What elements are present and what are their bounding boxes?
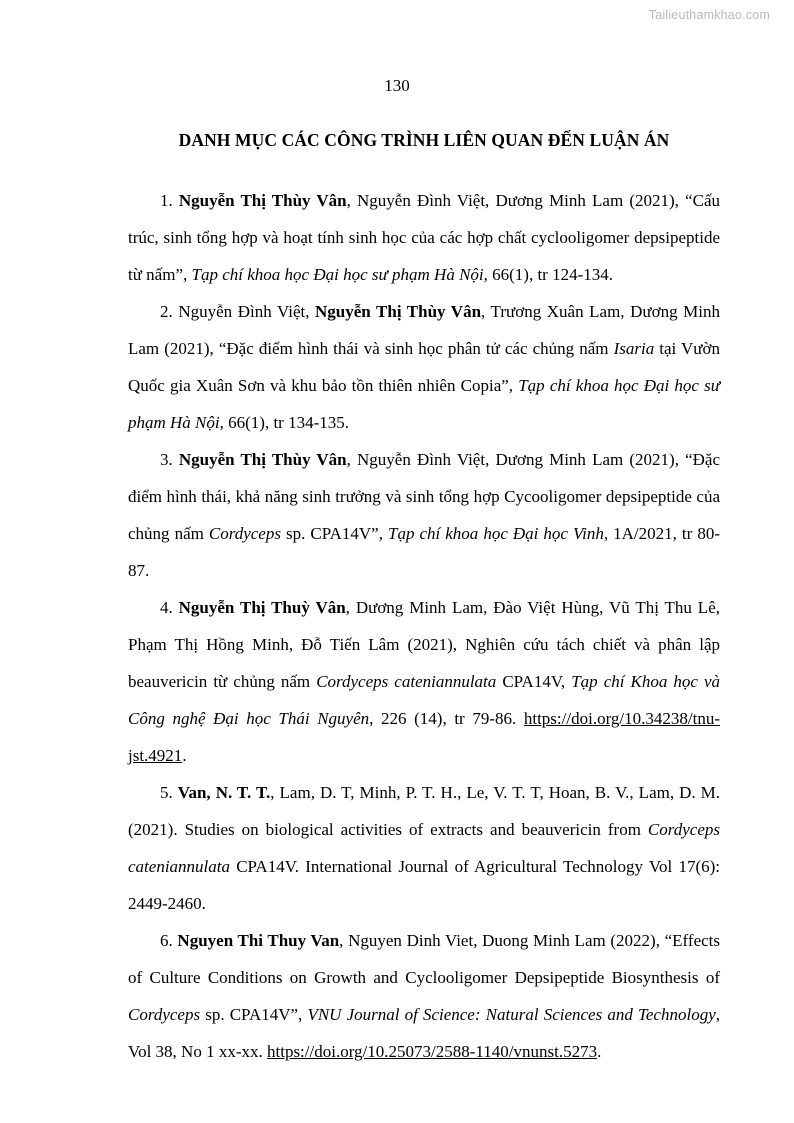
doi-link[interactable]: https://doi.org/10.34238/tnu-jst.4921 — [128, 709, 720, 765]
publication-entry — [128, 182, 720, 293]
publication-entry — [128, 922, 720, 1070]
entry-text: CPA14V, — [496, 672, 572, 691]
journal-title: Tạp chí Khoa học và Công nghệ Đại học Thái Nguyên — [128, 672, 720, 728]
page-number: 130 — [384, 76, 410, 95]
entry-text: , 66(1), tr 134-135. — [219, 413, 349, 432]
site-watermark: Tailieuthamkhao.com — [648, 8, 770, 22]
entry-text: . — [597, 1042, 602, 1061]
entry-text: , Vol 38, No 1 xx-xx. — [128, 1005, 720, 1061]
author-name-highlight: Nguyễn Thị Thùy Vân — [315, 302, 482, 321]
entry-text: . — [182, 746, 187, 765]
entry-text: 2. Nguyễn Đình Việt, — [160, 302, 316, 321]
journal-title: Isaria — [613, 339, 655, 358]
entry-text: 4. — [160, 598, 179, 617]
entry-text: tại Vườn Quốc gia Xuân Sơn và khu bảo tồn thiên nhiên Copia”, — [128, 339, 720, 395]
author-name-highlight: Nguyễn Thị Thuỳ Vân — [178, 598, 346, 617]
journal-title: Tạp chí khoa học Đại học sư phạm Hà Nội — [128, 376, 720, 432]
entry-text: sp. CPA14V”, — [200, 1005, 308, 1024]
journal-title: Tạp chí khoa học Đại học sư phạm Hà Nội — [191, 265, 484, 284]
publication-entry — [128, 441, 720, 589]
entry-text: , Dương Minh Lam, Đào Việt Hùng, Vũ Thị Thu Lê, Phạm Thị Hồng Minh, Đỗ Tiến Lâm (2021), Nghiên cứu tách chiết và phân lập beauvericin từ chủng nấm — [128, 598, 720, 691]
entry-text: , 1A/2021, tr 80-87. — [128, 524, 720, 580]
entry-text: 6. — [160, 931, 178, 950]
journal-title: Cordyceps cateniannulata — [316, 672, 497, 691]
author-name-highlight: Nguyễn Thị Thùy Vân — [178, 191, 347, 210]
publication-list — [128, 182, 720, 1070]
publication-entry — [128, 589, 720, 774]
entry-text: , 66(1), tr 124-134. — [483, 265, 614, 284]
entry-text: , 226 (14), tr 79-86. — [369, 709, 524, 728]
entry-text: , Trương Xuân Lam, Dương Minh Lam (2021), “Đặc điểm hình thái và sinh học phân tử các chủng nấm — [128, 302, 721, 358]
journal-title: Cordyceps — [208, 524, 281, 543]
entry-text: , Nguyễn Đình Việt, Dương Minh Lam (2021), “Cấu trúc, sinh tổng hợp và hoạt tính sinh học của các hợp chất cyclooligomer depsipeptide từ nấm”, — [128, 191, 720, 284]
journal-title: Tạp chí khoa học Đại học Vinh — [387, 524, 604, 543]
entry-text: , Lam, D. T, Minh, P. T. H., Le, V. T. T, Hoan, B. V., Lam, D. M. (2021). Studies on biological activities of extracts and beauvericin from — [128, 783, 720, 839]
journal-title: Cordyceps — [128, 1005, 201, 1024]
publication-entry — [128, 293, 720, 441]
entry-text: , Nguyễn Đình Việt, Dương Minh Lam (2021), “Đặc điểm hình thái, khả năng sinh trưởng và sinh tổng hợp Cycooligomer depsipeptide của chủng nấm — [128, 450, 720, 543]
author-name-highlight: Van, N. T. T. — [177, 783, 271, 802]
page-content — [128, 128, 720, 1070]
entry-text: 5. — [160, 783, 178, 802]
journal-title: Cordyceps cateniannulata — [128, 820, 720, 876]
author-name-highlight: Nguyễn Thị Thùy Vân — [178, 450, 347, 469]
entry-text: CPA14V. International Journal of Agricultural Technology Vol 17(6): 2449-2460. — [128, 857, 720, 913]
entry-text: , Nguyen Dinh Viet, Duong Minh Lam (2022), “Effects of Culture Conditions on Growth and Cyclooligomer Depsipeptide Biosynthesis of — [128, 931, 720, 987]
entry-text: sp. CPA14V”, — [280, 524, 388, 543]
entry-text: 3. — [160, 450, 179, 469]
journal-title: VNU Journal of Science: Natural Sciences and Technology — [307, 1005, 716, 1024]
publication-entry — [128, 774, 720, 922]
page-title: DANH MỤC CÁC CÔNG TRÌNH LIÊN QUAN ĐẾN LUẬN ÁN — [178, 130, 670, 150]
doi-link[interactable]: https://doi.org/10.25073/2588-1140/vnunst.5273 — [267, 1042, 598, 1061]
author-name-highlight: Nguyen Thi Thuy Van — [177, 931, 340, 950]
entry-text: 1. — [160, 191, 179, 210]
